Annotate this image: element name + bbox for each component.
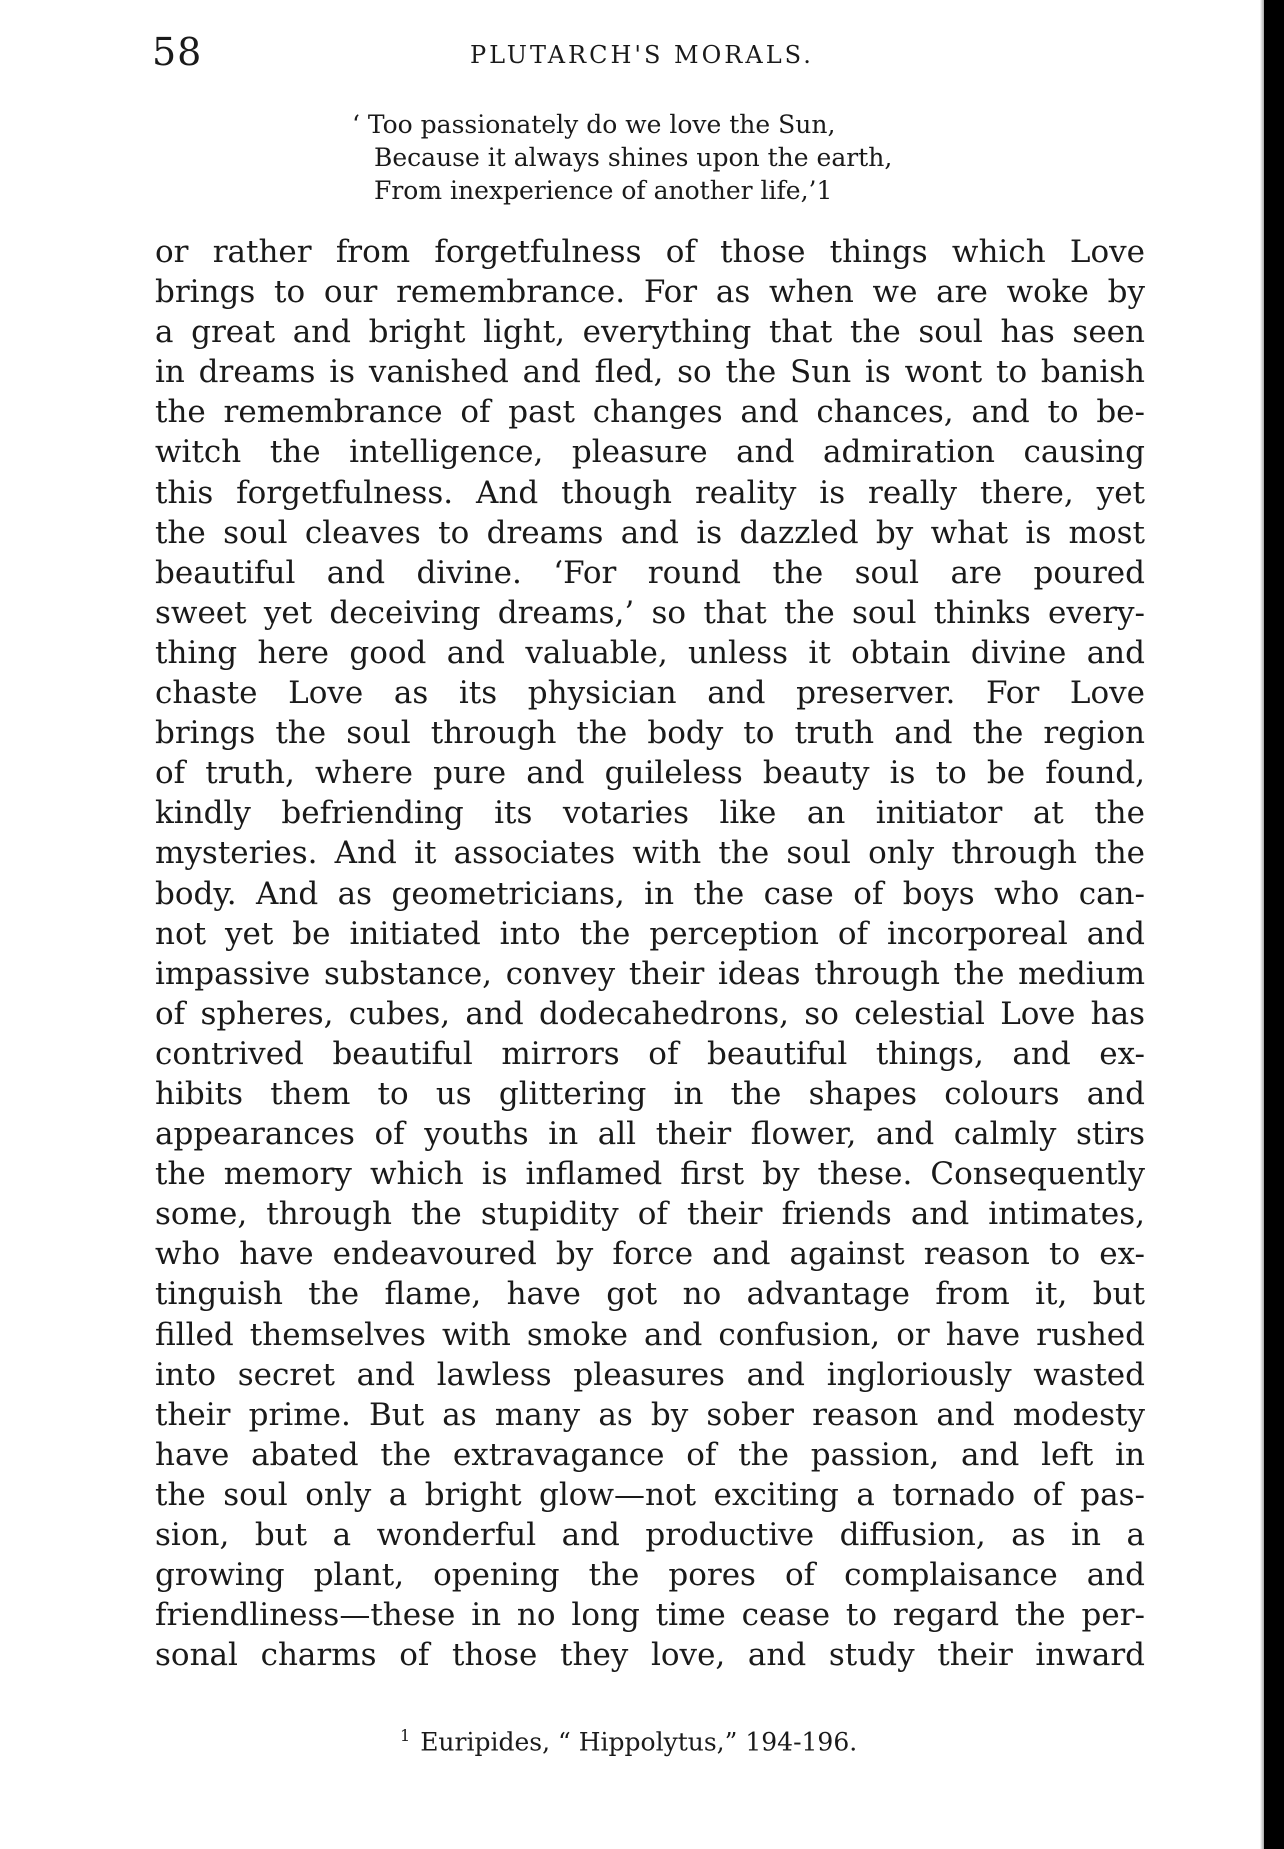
body-line: not yet be initiated into the perception of incorporeal and: [155, 915, 1145, 952]
body-line: the soul only a bright glow—not exciting a tornado of pas-: [155, 1476, 1145, 1513]
body-line: filled themselves with smoke and confusion, or have rushed: [155, 1316, 1145, 1353]
body-line: brings the soul through the body to truth and the region: [155, 715, 1145, 752]
body-line: impassive substance, convey their ideas through the medium: [155, 955, 1145, 992]
verse-quotation: [352, 108, 892, 207]
footnote: [400, 1720, 857, 1758]
body-line: hibits them to us glittering in the shapes colours and: [155, 1075, 1145, 1112]
body-line: beautiful and divine. ‘For round the soul are poured: [155, 554, 1145, 591]
running-head: PLUTARCH'S MORALS.: [470, 41, 814, 69]
body-line: who have endeavoured by force and against reason to ex-: [155, 1236, 1145, 1273]
body-line: contrived beautiful mirrors of beautiful things, and ex-: [155, 1035, 1145, 1072]
body-line: friendliness—these in no long time cease to regard the per-: [155, 1597, 1145, 1634]
body-line: growing plant, opening the pores of complaisance and: [155, 1557, 1145, 1594]
body-line: the remembrance of past changes and chances, and to be-: [155, 394, 1145, 431]
body-line: or rather from forgetfulness of those things which Love: [155, 234, 1145, 270]
body-text: [155, 232, 1145, 1675]
body-line: a great and bright light, everything that the soul has seen: [155, 314, 1145, 351]
body-line: brings to our remembrance. For as when we are woke by: [155, 274, 1145, 311]
body-line: their prime. But as many as by sober reason and modesty: [155, 1396, 1145, 1433]
body-line: witch the intelligence, pleasure and admiration causing: [155, 434, 1145, 471]
page-number: 58: [152, 30, 203, 74]
body-line: body. And as geometricians, in the case of boys who can-: [155, 875, 1145, 912]
verse-line: Because it always shines upon the earth,: [374, 143, 893, 172]
body-line: of truth, where pure and guileless beauty is to be found,: [155, 755, 1145, 792]
body-line: tinguish the flame, have got no advantage from it, but: [155, 1276, 1145, 1313]
body-line: chaste Love as its physician and preserver. For Love: [155, 675, 1145, 712]
body-line: the soul cleaves to dreams and is dazzled by what is most: [155, 514, 1145, 551]
body-line: in dreams is vanished and fled, so the Sun is wont to banish: [155, 354, 1145, 391]
body-line: sweet yet deceiving dreams,’ so that the soul thinks every-: [155, 594, 1145, 631]
footnote-text: Euripides, “ Hippolytus,” 194-196.: [420, 1727, 858, 1757]
body-line: some, through the stupidity of their friends and intimates,: [155, 1196, 1145, 1233]
body-line: thing here good and valuable, unless it obtain divine and: [155, 634, 1145, 671]
page-binding-edge: [1264, 0, 1284, 1849]
body-line: appearances of youths in all their flower, and calmly stirs: [155, 1116, 1145, 1153]
body-line: into secret and lawless pleasures and ingloriously wasted: [155, 1356, 1145, 1393]
body-line: the memory which is inflamed first by these. Consequently: [155, 1156, 1145, 1193]
body-line: mysteries. And it associates with the soul only through the: [155, 835, 1145, 872]
body-line: sion, but a wonderful and productive diffusion, as in a: [155, 1517, 1145, 1553]
body-line: of spheres, cubes, and dodecahedrons, so celestial Love has: [155, 995, 1145, 1032]
body-line: sonal charms of those they love, and study their inward: [155, 1637, 1145, 1674]
body-line: have abated the extravagance of the passion, and left in: [155, 1436, 1145, 1473]
verse-line: From inexperience of another life,’1: [374, 176, 833, 205]
verse-line: ‘ Too passionately do we love the Sun,: [352, 110, 836, 139]
body-line: kindly befriending its votaries like an initiator at the: [155, 795, 1145, 832]
body-line: this forgetfulness. And though reality is really there, yet: [155, 474, 1145, 511]
footnote-marker: 1: [400, 1726, 411, 1745]
